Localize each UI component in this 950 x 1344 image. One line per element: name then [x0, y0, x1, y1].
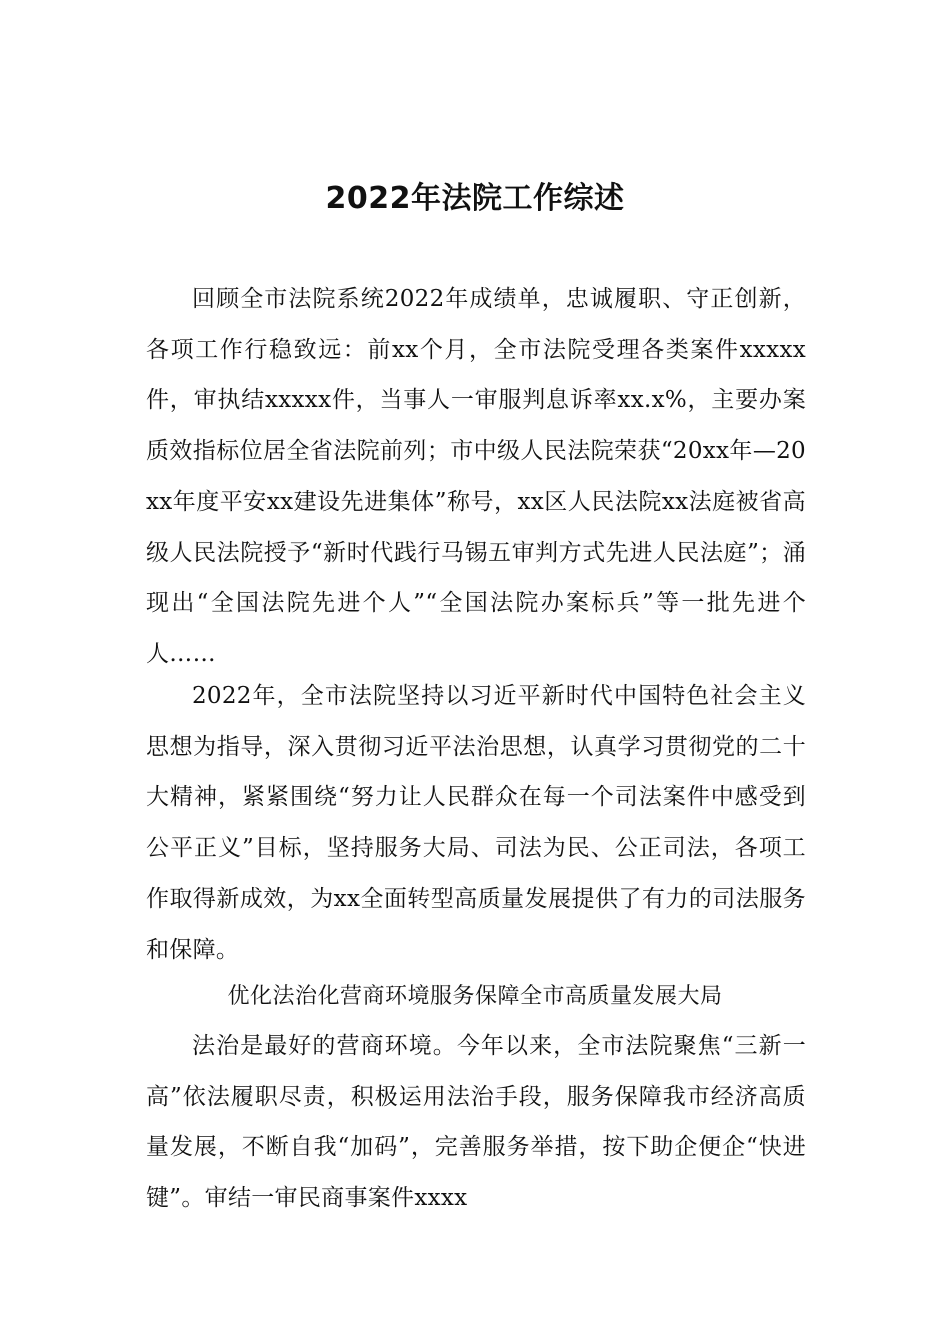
paragraph-business-environment: 法治是最好的营商环境。今年以来，全市法院聚焦“三新一高”依法履职尽责，积极运用法治手段，服务保障我市经济高质量发展，不断自我“加码”，完善服务举措，按下助企便企“快进键”。审结一审民商事案件xxxx — [146, 1033, 806, 1212]
paragraph-guidance: 2022年，全市法院坚持以习近平新时代中国特色社会主义思想为指导，深入贯彻习近平法治思想，认真学习贯彻党的二十大精神，紧紧围绕“努力让人民群众在每一个司法案件中感受到公平正义”目标，坚持服务大局、司法为民、公正司法，各项工作取得新成效，为xx全面转型高质量发展提供了有力的司法服务和保障。 — [146, 683, 806, 963]
paragraph-intro: 回顾全市法院系统2022年成绩单，忠诚履职、守正创新，各项工作行稳致远：前xx个月，全市法院受理各类案件xxxxx件，审执结xxxxx件，当事人一审服判息诉率xx.x%，主要办案质效指标位居全省法院前列；市中级人民法院荣获“20xx年—20xx年度平安xx建设先进集体”称号，xx区人民法院xx法庭被省高级人民法院授予“新时代践行马锡五审判方式先进人民法庭”；涌现出“全国法院先进个人”“全国法院办案标兵”等一批先进个人…… — [146, 286, 806, 667]
document-title: 2022年法院工作综述 — [325, 181, 625, 216]
section-heading: 优化法治化营商环境服务保障全市高质量发展大局 — [227, 984, 723, 1009]
